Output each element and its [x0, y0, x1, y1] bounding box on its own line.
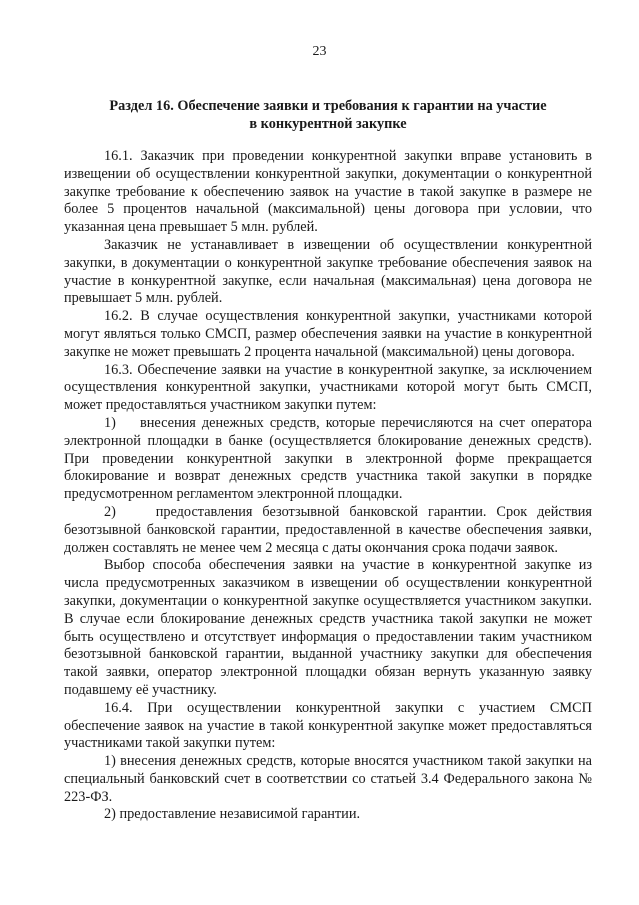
list-item-16-3-1: 1) внесения денежных средств, которые перечисляются на счет оператора электронной площадки в банке (осуществляется блокирование денежных средств). При проведении конкурентной закупки в электронной форме прекращается блокирование и возврат денежных средств участника такой закупки в порядке предусмотренном регламентом электронной площадки. [64, 414, 592, 503]
paragraph-16-4: 16.4. При осуществлении конкурентной закупки с участием СМСП обеспечение заявок на участие в такой конкурентной закупке может предоставляться участниками такой закупки путем: [64, 699, 592, 752]
document-body [64, 148, 592, 824]
section-heading-line-2: в конкурентной закупке [249, 116, 407, 132]
list-item-16-4-1: 1) внесения денежных средств, которые вносятся участником такой закупки на специальный банковский счет в соответствии со статьей 3.4 Федерального закона № 223-ФЗ. [64, 753, 592, 805]
paragraph-16-1-exception: Заказчик не устанавливает в извещении об осуществлении конкурентной закупки, в документации о конкурентной закупке требование обеспечения заявок на участие в конкурентной закупке, если начальная (максимальная) цена договора не превышает 5 млн. рублей. [64, 236, 592, 307]
page-number: 23 [312, 44, 327, 59]
section-heading [64, 97, 592, 133]
list-item-16-4-2: 2) предоставление независимой гарантии. [104, 806, 361, 823]
paragraph-16-3: 16.3. Обеспечение заявки на участие в конкурентной закупке, за исключением осуществления конкурентной закупки, участниками которой могут быть СМСП, может предоставляться участником закупки путем: [64, 361, 592, 414]
paragraph-16-2: 16.2. В случае осуществления конкурентной закупки, участниками которой могут являться только СМСП, размер обеспечения заявки на участие в конкурентной закупке не может превышать 2 процента начальной (максимальной) цены договора. [64, 308, 592, 360]
paragraph-security-choice: Выбор способа обеспечения заявки на участие в конкурентной закупке из числа предусмотренных заказчиком в извещении об осуществлении конкурентной закупки, документации о конкурентной закупке осуществляется участником закупки. В случае если блокирование денежных средств участника такой закупки не может быть осуществлено и отсутствует информация о предоставлении таким участником безотзывной банковской гарантии, выданной участнику закупки для обеспечения такой заявки, оператор электронной площадки обязан вернуть указанную заявку подавшему её участнику. [64, 557, 592, 698]
list-item-16-3-2: 2) предоставления безотзывной банковской гарантии. Срок действия безотзывной банковской гарантии, предоставленной в качестве обеспечения заявки, должен составлять не менее чем 2 месяца с даты окончания срока подачи заявок. [64, 503, 592, 556]
paragraph-16-1: 16.1. Заказчик при проведении конкурентной закупки вправе установить в извещении об осуществлении конкурентной закупки, документации о конкурентной закупке требование к обеспечению заявок на участие в такой закупке в размере не более 5 процентов начальной (максимальной) цены договора при условии, что указанная цена превышает 5 млн. рублей. [64, 148, 592, 236]
section-heading-line-1: Раздел 16. Обеспечение заявки и требования к гарантии на участие [109, 98, 547, 114]
